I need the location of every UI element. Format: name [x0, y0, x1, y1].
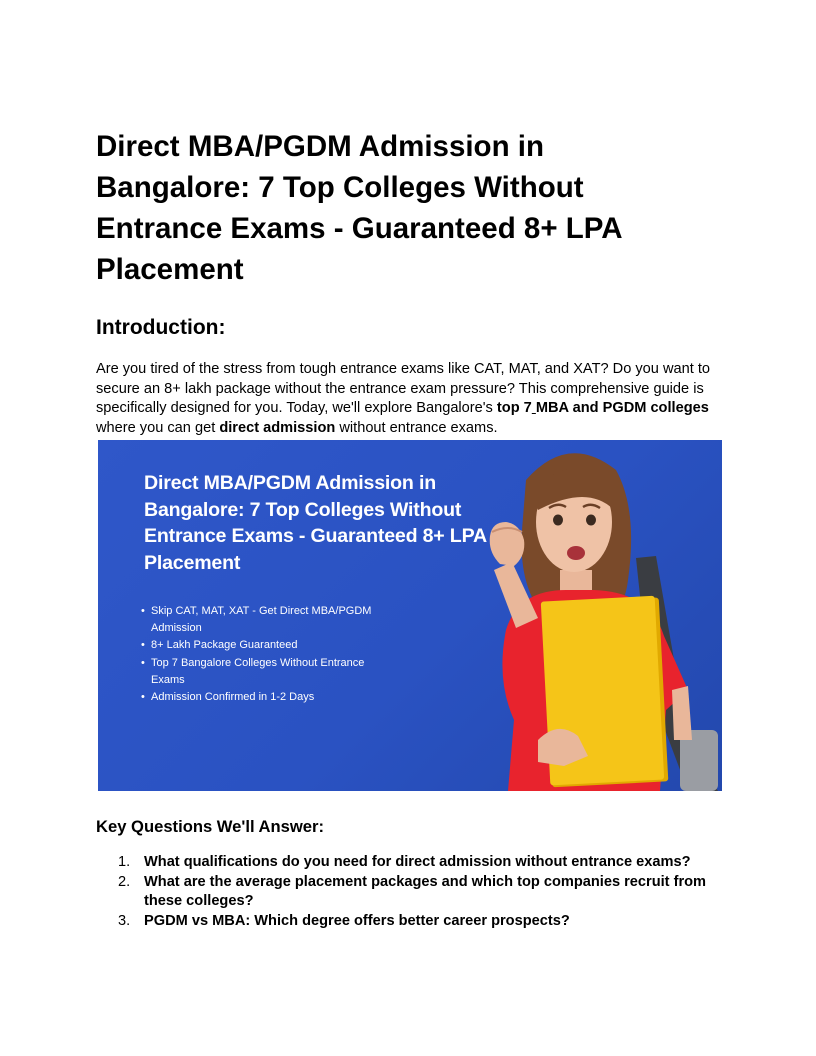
hero-title: Direct MBA/PGDM Admission in Bangalore: 7 Top Colleges Without Entrance Exams - Guaranteed 8+ LPA Placement	[144, 472, 487, 574]
intro-bold-colleges: MBA and PGDM colleges	[535, 400, 709, 417]
hero-bullet-list	[118, 603, 398, 706]
list-item	[96, 853, 722, 873]
list-text: What are the average placement packages and which top companies recruit from these colleges?	[144, 873, 707, 910]
list-number: 3.	[118, 913, 131, 930]
hero-bullet: • Admission Confirmed in 1-2 Days	[118, 689, 398, 706]
intro-text-1: Are you tired of the stress from tough entrance exams like CAT, MAT, and XAT? Do you want to secure an 8+ lakh package without the entrance exam pressure? This comprehensive guide is specifically designed for you. Today, we'll explore Bangalore's	[96, 361, 711, 417]
hero-banner-image	[98, 440, 722, 791]
intro-bold-direct: direct admission	[219, 419, 336, 436]
hero-bullet: • 8+ Lakh Package Guaranteed	[118, 637, 398, 654]
list-text: What qualifications do you need for direct admission without entrance exams?	[144, 854, 691, 870]
student-illustration	[388, 440, 722, 791]
hero-bullet: • Skip CAT, MAT, XAT - Get Direct MBA/PGDM Admission	[118, 603, 398, 637]
list-item	[96, 873, 722, 912]
list-item	[96, 912, 722, 932]
hero-bullet: • Top 7 Bangalore Colleges Without Entrance Exams	[118, 655, 398, 689]
intro-paragraph	[96, 360, 722, 438]
questions-heading: Key Questions We'll Answer:	[96, 817, 325, 836]
page-title: Direct MBA/PGDM Admission in Bangalore: 7 Top Colleges Without Entrance Exams - Guaranteed 8+ LPA Placement	[96, 130, 622, 286]
intro-text-2: where you can get	[96, 419, 220, 436]
list-number: 2.	[118, 873, 131, 890]
intro-bold-top7: top 7	[496, 400, 532, 417]
intro-text-3: without entrance exams.	[335, 419, 498, 436]
intro-heading: Introduction:	[96, 316, 226, 339]
list-number: 1.	[118, 854, 131, 870]
questions-list	[96, 853, 722, 932]
list-text: PGDM vs MBA: Which degree offers better career prospects?	[144, 913, 570, 930]
